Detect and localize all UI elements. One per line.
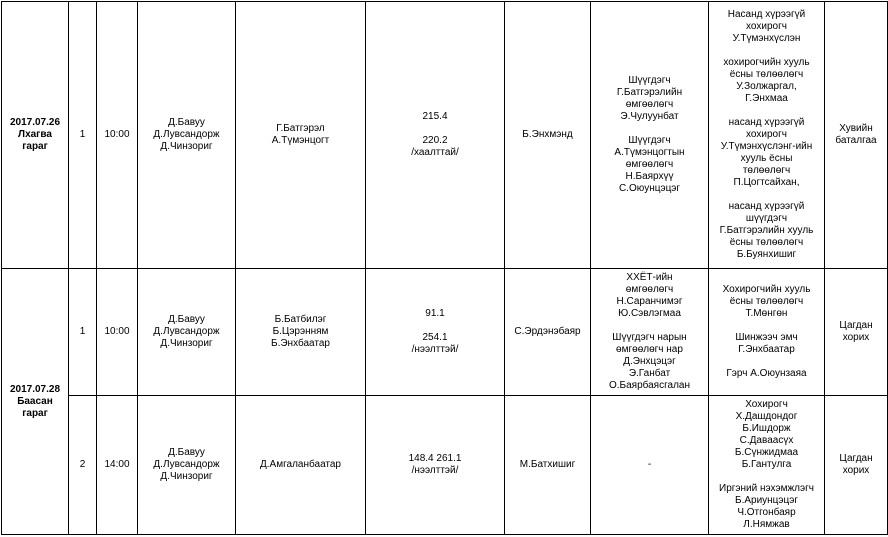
- cell-line: Хувийн: [839, 123, 873, 134]
- cell-line: С.Оюунцэцэг: [618, 183, 681, 194]
- cell-line: Д.Бавуу: [168, 447, 205, 458]
- number-cell: 1: [69, 269, 97, 396]
- articles-cell: [366, 269, 505, 396]
- cell-line: Б.Батбилэг: [274, 314, 327, 325]
- cell-line: Д.Бавуу: [168, 314, 205, 325]
- cell-line: насанд хүрээгүй: [728, 201, 805, 212]
- cell-line: Г.Батгэрэлийн: [616, 87, 683, 98]
- cell-line: Т.Мөнгөн: [745, 308, 788, 319]
- cell-line: Шүүгдэгч нарын: [612, 332, 687, 343]
- cell-line: 91.1: [425, 308, 445, 319]
- others-cell: [709, 269, 825, 396]
- cell-line: Д.Лувсандорж: [153, 129, 220, 140]
- cell-line: Б.Цэрэнням: [272, 326, 329, 337]
- cell-line: О.Баярбаясгалан: [608, 380, 691, 391]
- number-cell: 1: [69, 2, 97, 269]
- line-gap: [367, 123, 503, 135]
- cell-line: өмгөөлөгч нар: [616, 344, 683, 355]
- defense-cell: [591, 269, 709, 396]
- judges-cell: [138, 269, 236, 396]
- line-gap: [592, 123, 707, 135]
- prosecutor-cell: [505, 396, 591, 535]
- cell-line: гараг: [22, 407, 48, 419]
- cell-line: ёсны төлөөлөгч: [729, 69, 804, 80]
- cell-line: хууль ёсны: [740, 153, 793, 164]
- cell-line: гараг: [22, 141, 48, 152]
- line-gap: [710, 189, 823, 201]
- cell-line: Шүүгдэгч: [628, 135, 671, 146]
- cell-line: Н.Саранчимэг: [616, 296, 683, 307]
- cell-line: Хохирогч: [745, 399, 788, 410]
- line-gap: [710, 471, 823, 483]
- cell-line: хорих: [842, 465, 870, 476]
- prosecutor-cell: [505, 269, 591, 396]
- cell-line: хохирогч: [746, 21, 787, 32]
- cell-line: Г.Энхмаа: [745, 93, 788, 104]
- articles-cell: [366, 2, 505, 269]
- cell-line: Шинжээч эмч: [735, 332, 798, 343]
- cell-line: /нээлттэй/: [411, 465, 459, 476]
- table-row: [2, 269, 888, 396]
- date-cell: [2, 2, 69, 269]
- defense-cell: [591, 2, 709, 269]
- cell-line: Хохирогчийн хууль: [722, 284, 811, 295]
- cell-line: /нээлттэй/: [411, 344, 459, 355]
- cell-line: Э.Чулуунбат: [620, 111, 679, 122]
- line-gap: [367, 320, 503, 332]
- cell-line: Насанд хүрээгүй: [727, 9, 806, 20]
- cell-line: Н.Баярхүү: [625, 171, 674, 182]
- cell-line: Шүүгдэгч: [628, 75, 671, 86]
- cell-line: 148.4 261.1: [408, 453, 462, 464]
- cell-line: С.Даваасүх: [739, 435, 794, 446]
- time-cell: 10:00: [97, 269, 138, 396]
- cell-line: Лхагва: [18, 129, 52, 140]
- cell-line: Гэрч А.Оюунзаяа: [726, 368, 807, 379]
- cell-line: Д.Бавуу: [168, 117, 205, 128]
- cell-line: Цагдан: [839, 320, 873, 331]
- cell-line: Г.Энхбаатар: [738, 344, 795, 355]
- cell-line: М.Батхишиг: [519, 459, 576, 470]
- cell-line: Баасан: [17, 395, 53, 407]
- cell-line: Цагдан: [839, 453, 873, 464]
- cell-line: төлөөлөгч: [742, 165, 791, 176]
- cell-line: Б.Энхбаатар: [271, 338, 330, 349]
- table-row: [2, 2, 888, 269]
- cell-line: П.Цогтсайхан,: [733, 177, 800, 188]
- time-cell: 14:00: [97, 396, 138, 535]
- number-cell: 2: [69, 396, 97, 535]
- cell-line: Б.Ариунцэцэг: [735, 495, 798, 506]
- cell-line: У.Золжаргал,: [736, 81, 797, 92]
- cell-line: Г.Батгэрэлийн хууль: [719, 225, 814, 236]
- cell-line: Б.Ишдорж: [742, 423, 791, 434]
- cell-line: Б.Гантулга: [741, 459, 792, 470]
- cell-line: Ч.Отгонбаяр: [737, 507, 796, 518]
- cell-line: 220.2: [422, 135, 448, 146]
- cell-line: /хаалттай/: [411, 147, 459, 158]
- cell-line: Д.Лувсандорж: [153, 459, 220, 470]
- line-gap: [592, 320, 707, 332]
- cell-line: Д.Энхцэцэг: [623, 356, 676, 367]
- cell-line: Б.Сүнжидмаа: [734, 447, 799, 458]
- cell-line: насанд хүрээгүй: [728, 117, 805, 128]
- defendants-cell: [236, 396, 366, 535]
- line-gap: [710, 105, 823, 117]
- cell-line: А.Түмэнцогт: [271, 135, 330, 146]
- cell-line: -: [647, 459, 652, 470]
- cell-line: Ю.Сэвлэгмаа: [618, 308, 681, 319]
- cell-line: хохирогч: [746, 129, 787, 140]
- judges-cell: [138, 396, 236, 535]
- cell-line: хорих: [842, 332, 870, 343]
- cell-line: 2017.07.28: [9, 383, 61, 395]
- cell-line: С.Эрдэнэбаяр: [514, 326, 581, 337]
- cell-line: 254.1: [422, 332, 448, 343]
- cell-line: 215.4: [422, 111, 448, 122]
- time-cell: 10:00: [97, 2, 138, 269]
- cell-line: шүүгдэгч: [745, 213, 788, 224]
- cell-line: өмгөөлөгч: [625, 159, 674, 170]
- others-cell: [709, 396, 825, 535]
- cell-line: Б.Буянхишиг: [736, 249, 797, 260]
- cell-line: Г.Батгэрэл: [276, 123, 325, 134]
- line-gap: [710, 320, 823, 332]
- cell-line: Иргэний нэхэмжлэгч: [719, 483, 814, 494]
- line-gap: [710, 45, 823, 57]
- cell-line: баталгаа: [835, 135, 877, 146]
- court-schedule-table: [1, 1, 888, 535]
- judges-cell: [138, 2, 236, 269]
- others-cell: [709, 2, 825, 269]
- outcome-cell: [825, 396, 888, 535]
- cell-line: Д.Чинзориг: [160, 338, 213, 349]
- cell-line: Э.Ганбат: [628, 368, 671, 379]
- cell-line: А.Түмэнцогтын: [614, 147, 685, 158]
- defendants-cell: [236, 269, 366, 396]
- cell-line: У.Түмэнхүслэн: [732, 33, 801, 44]
- cell-line: ёсны төлөөлөгч: [729, 237, 804, 248]
- cell-line: Д.Чинзориг: [160, 141, 213, 152]
- outcome-cell: [825, 2, 888, 269]
- cell-line: ёсны төлөөлөгч: [729, 296, 804, 307]
- cell-line: У.Түмэнхүслэнг-ийн: [720, 141, 813, 152]
- line-gap: [710, 356, 823, 368]
- cell-line: 2017.07.26: [9, 117, 61, 128]
- outcome-cell: [825, 269, 888, 396]
- cell-line: ХХЁТ-ийн: [626, 272, 673, 283]
- cell-line: Д.Амгаланбаатар: [260, 459, 341, 470]
- cell-line: Д.Лувсандорж: [153, 326, 220, 337]
- cell-line: өмгөөлөгч: [625, 284, 674, 295]
- cell-line: өмгөөлөгч: [625, 99, 674, 110]
- defense-cell: [591, 396, 709, 535]
- date-cell: [2, 269, 69, 535]
- articles-cell: [366, 396, 505, 535]
- cell-line: Л.Нямжав: [743, 519, 790, 530]
- cell-line: Х.Дашдондог: [735, 411, 798, 422]
- prosecutor-cell: [505, 2, 591, 269]
- table-row: [2, 396, 888, 535]
- cell-line: хохирогчийн хууль: [723, 57, 810, 68]
- defendants-cell: [236, 2, 366, 269]
- cell-line: Б.Энхмэнд: [522, 129, 573, 140]
- cell-line: Д.Чинзориг: [160, 471, 213, 482]
